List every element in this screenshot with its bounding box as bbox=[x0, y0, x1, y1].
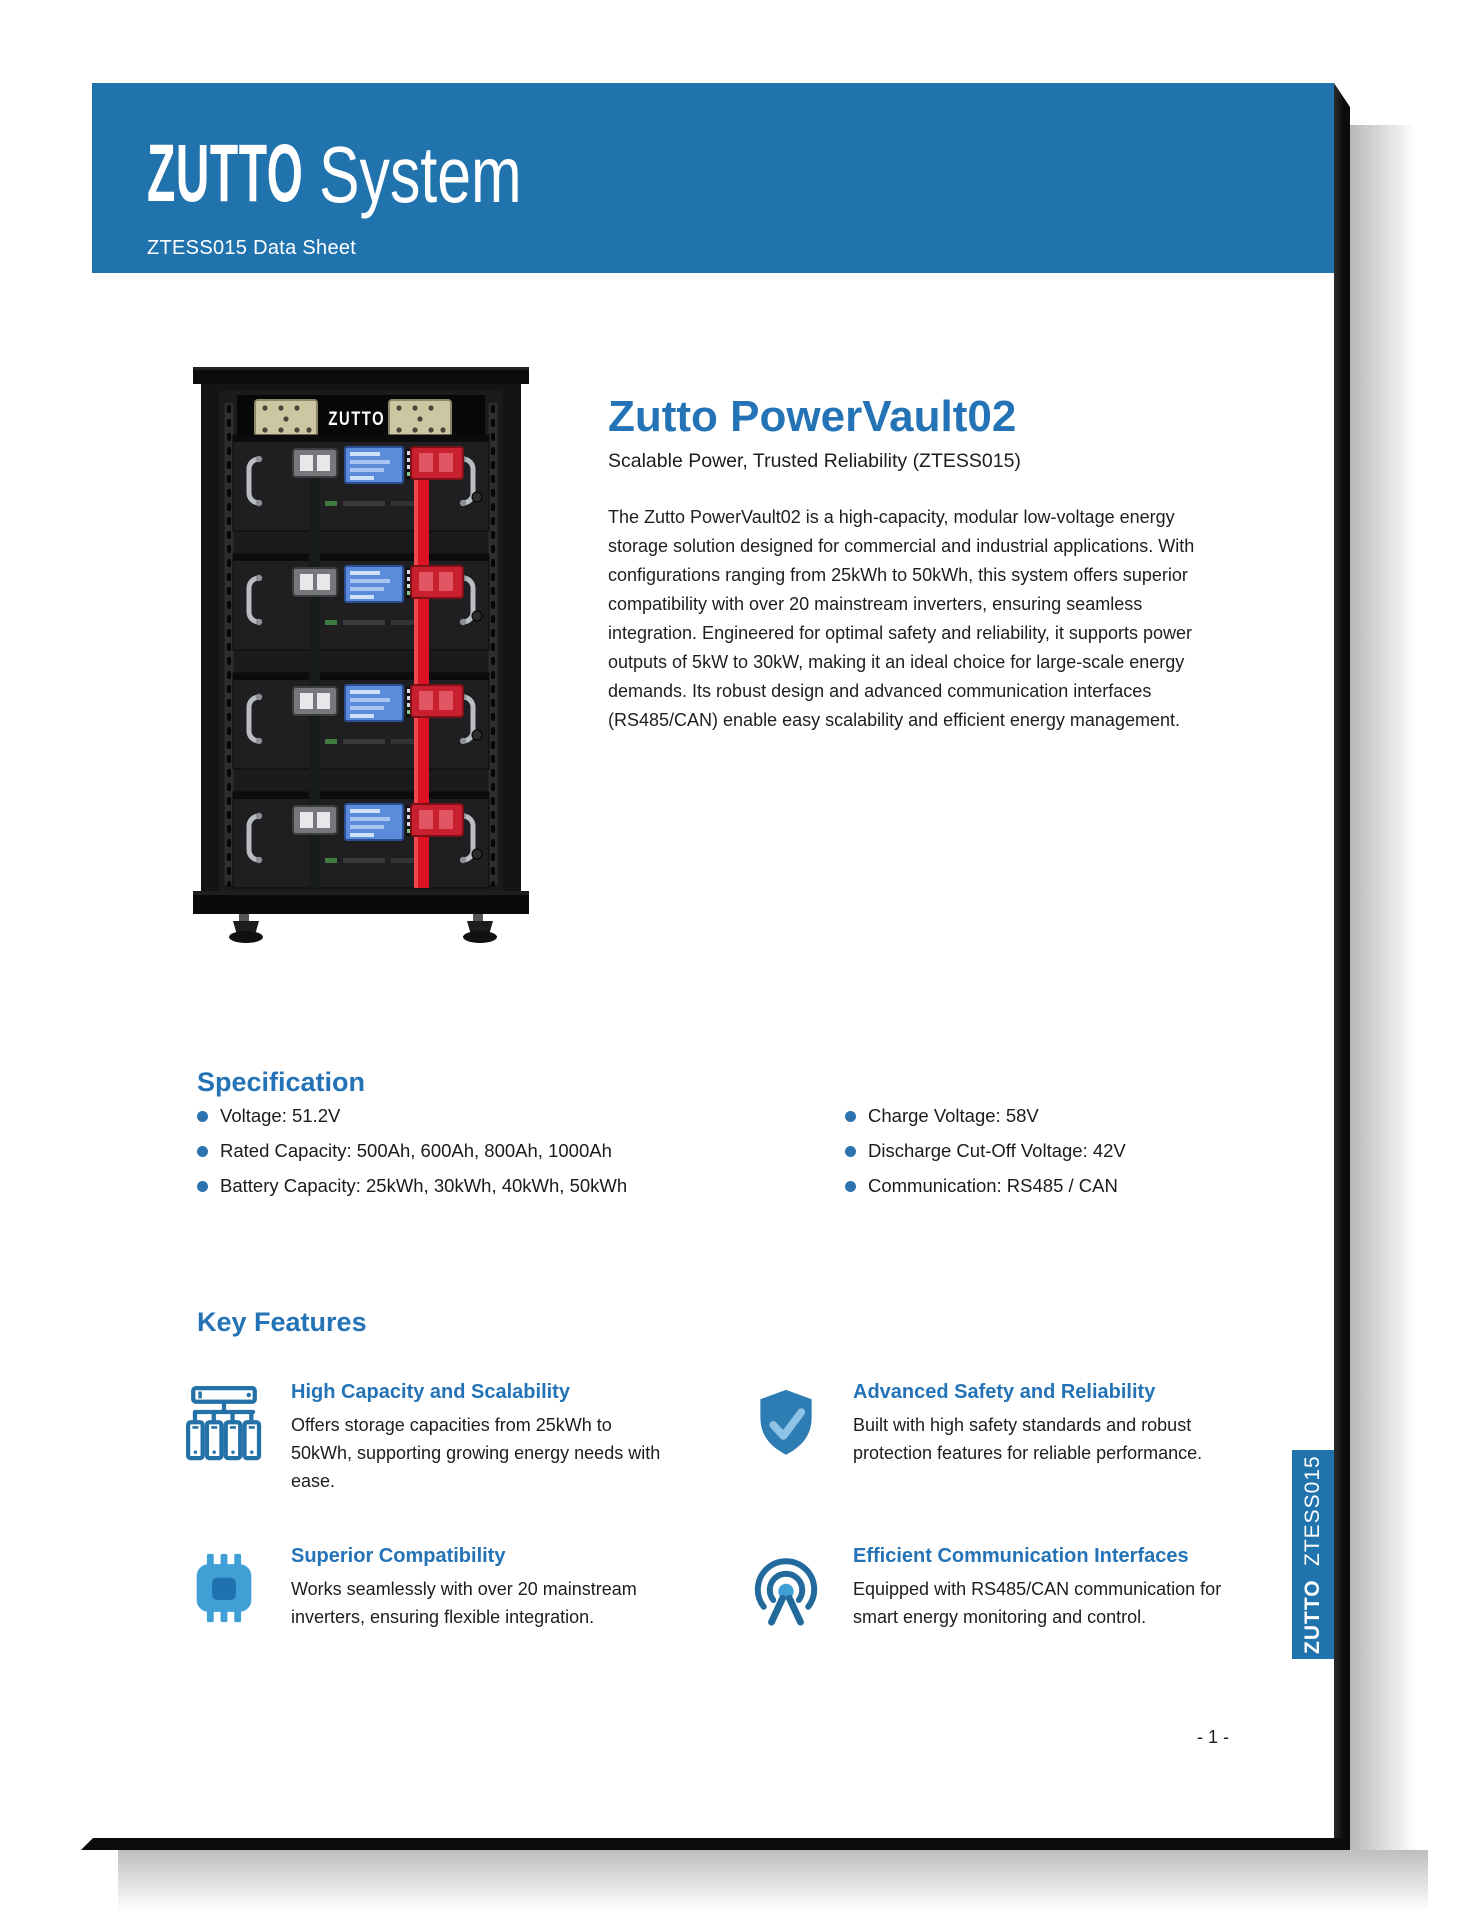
key-features-heading: Key Features bbox=[197, 1307, 367, 1337]
feature-text: Equipped with RS485/CAN communication for smart energy monitoring and control. bbox=[853, 1579, 1222, 1627]
spec-item-label: Discharge Cut-Off Voltage: 42V bbox=[868, 1140, 1126, 1161]
brand-system-box bbox=[319, 130, 529, 219]
spec-item-label: Voltage: 51.2V bbox=[220, 1105, 341, 1126]
feature-body bbox=[291, 1545, 663, 1631]
spec-item bbox=[197, 1140, 627, 1162]
feature-body bbox=[853, 1381, 1245, 1467]
bullet-dot-icon bbox=[845, 1146, 856, 1157]
brand-system: System bbox=[319, 130, 522, 219]
feature-title: Superior Compatibility bbox=[291, 1545, 506, 1567]
header-subtitle: ZTESS015 Data Sheet bbox=[147, 237, 357, 259]
feature-safety bbox=[745, 1381, 1245, 1467]
spec-item bbox=[197, 1175, 627, 1197]
header-band bbox=[92, 83, 1334, 273]
side-tab-model bbox=[1292, 1450, 1334, 1659]
specification-heading: Specification bbox=[197, 1067, 366, 1097]
datasheet-page bbox=[73, 55, 1350, 1850]
bullet-dot-icon bbox=[845, 1111, 856, 1122]
brand-zutto: ZUTTO bbox=[147, 128, 304, 219]
rack-brand-label: ZUTTO bbox=[328, 408, 386, 430]
bullet-dot-icon bbox=[197, 1181, 208, 1192]
bullet-dot-icon bbox=[197, 1111, 208, 1122]
brand-logo bbox=[147, 119, 1334, 219]
header-inner bbox=[92, 83, 1334, 260]
brand-zutto-box bbox=[147, 128, 305, 219]
product-intro bbox=[608, 393, 1220, 735]
shield-check-icon bbox=[745, 1383, 827, 1465]
feature-compatibility bbox=[183, 1545, 663, 1631]
specification-list-right bbox=[845, 1105, 1126, 1210]
spec-item-label: Communication: RS485 / CAN bbox=[868, 1175, 1118, 1196]
feature-title: High Capacity and Scalability bbox=[291, 1381, 570, 1403]
feature-text: Built with high safety standards and robust protection features for reliable performance. bbox=[853, 1415, 1203, 1463]
spec-item bbox=[845, 1175, 1126, 1197]
bullet-dot-icon bbox=[845, 1181, 856, 1192]
spec-item bbox=[845, 1140, 1126, 1162]
spec-item-label: Charge Voltage: 58V bbox=[868, 1105, 1039, 1126]
page-shadow-bottom bbox=[118, 1850, 1428, 1922]
product-title: Zutto PowerVault02 bbox=[608, 392, 1017, 441]
chip-icon bbox=[183, 1547, 265, 1629]
page-edge-right bbox=[1334, 83, 1350, 1850]
spec-item-label: Rated Capacity: 500Ah, 600Ah, 800Ah, 1000Ah bbox=[220, 1140, 612, 1161]
feature-body bbox=[291, 1381, 663, 1495]
antenna-icon bbox=[745, 1547, 827, 1629]
side-tab-brand-label: ZUTTO bbox=[1301, 1579, 1324, 1654]
battery-rack-icon bbox=[183, 1383, 265, 1465]
feature-text: Offers storage capacities from 25kWh to 50kWh, supporting growing energy needs with ease. bbox=[291, 1415, 661, 1491]
feature-title: Efficient Communication Interfaces bbox=[853, 1545, 1189, 1567]
page-shadow-right bbox=[1350, 125, 1428, 1850]
feature-text: Works seamlessly with over 20 mainstream inverters, ensuring flexible integration. bbox=[291, 1579, 637, 1627]
product-tagline: Scalable Power, Trusted Reliability (ZTESS015) bbox=[608, 450, 1021, 473]
spec-item-label: Battery Capacity: 25kWh, 30kWh, 40kWh, 50kWh bbox=[220, 1175, 628, 1196]
specification-list-left bbox=[197, 1105, 627, 1210]
product-description: The Zutto PowerVault02 is a high-capacity, modular low-voltage energy storage solution designed for commercial and industrial applications. With configurations ranging from 25kWh to 50kWh, this system offers superior compatibility with over 20 mainstream inverters, ensuring seamless integration. Engineered for optimal safety and reliability, it supports power outputs of 5kW to 30kW, making it an ideal choice for large-scale energy demands. Its robust design and advanced communication interfaces (RS485/CAN) enable easy scalability and efficient energy management. bbox=[608, 507, 1195, 731]
battery-rack-graphic bbox=[193, 361, 529, 951]
feature-communication bbox=[745, 1545, 1245, 1631]
spec-item bbox=[845, 1105, 1126, 1127]
side-tab-model-label: ZTESS015 bbox=[1301, 1455, 1324, 1567]
feature-title: Advanced Safety and Reliability bbox=[853, 1381, 1156, 1403]
feature-high-capacity bbox=[183, 1381, 663, 1495]
bullet-dot-icon bbox=[197, 1146, 208, 1157]
page-number: - 1 - bbox=[1196, 1727, 1229, 1747]
spec-item bbox=[197, 1105, 627, 1127]
product-image-battery-rack bbox=[193, 361, 529, 951]
page-body bbox=[73, 55, 1334, 1838]
page-edge-bottom bbox=[81, 1838, 1350, 1850]
feature-body bbox=[853, 1545, 1245, 1631]
